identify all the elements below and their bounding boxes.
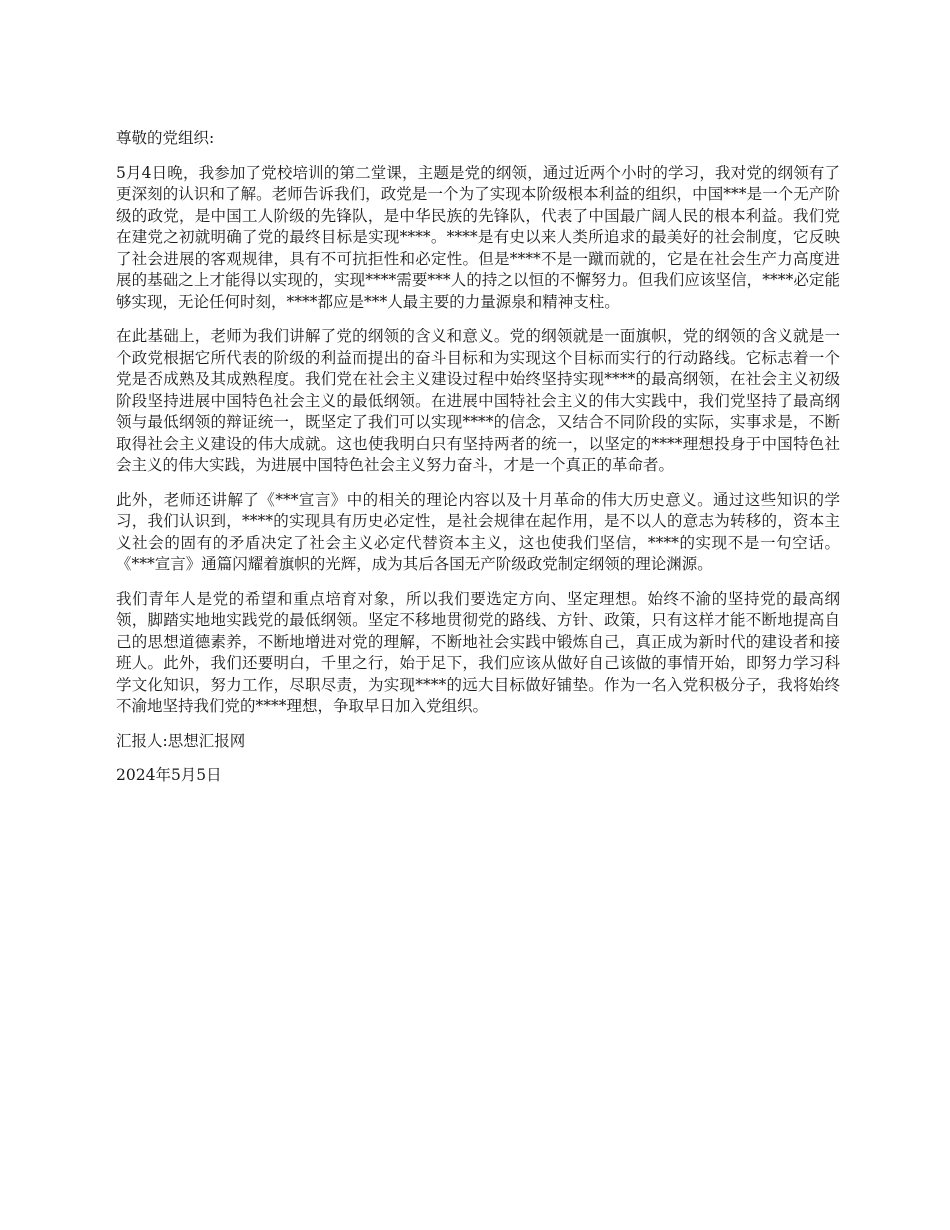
- letter-date: 2024年5月5日: [116, 766, 222, 784]
- paragraph-1: 5月4日晚，我参加了党校培训的第二堂课，主题是党的纲领，通过近两个小时的学习，我对党的纲领有了更深刻的认识和了解。老师告诉我们，政党是一个为了实现本阶级根本利益的组织，中国***是一个无产阶级的政党，是中国工人阶级的先锋队，是中华民族的先锋队，代表了中国最广阔人民的根本利益。我们党在建党之初就明确了党的最终目标是实现****。****是有史以来人类所追求的最美好的社会制度，它反映了社会进展的客观规律，具有不可抗拒性和必定性。但是****不是一蹴而就的，它是在社会生产力高度进展的基础之上才能得以实现的，实现****需要***人的持之以恒的不懈努力。但我们应该坚信，****必定能够实现，无论任何时刻，****都应是***人最主要的力量源泉和精神支柱。: [116, 163, 840, 311]
- paragraph-2: 在此基础上，老师为我们讲解了党的纲领的含义和意义。党的纲领就是一面旗帜，党的纲领的含义就是一个政党根据它所代表的阶级的利益而提出的奋斗目标和为实现这个目标而实行的行动路线。它标志着一个党是否成熟及其成熟程度。我们党在社会主义建设过程中始终坚持实现****的最高纲领，在社会主义初级阶段坚持进展中国特色社会主义的最低纲领。在进展中国特社会主义的伟大实践中，我们党坚持了最高纲领与最低纲领的辩证统一，既坚定了我们可以实现****的信念，又结合不同阶段的实际，实事求是，不断取得社会主义建设的伟大成就。这也使我明白只有坚持两者的统一，以坚定的****理想投身于中国特色社会主义的伟大实践，为进展中国特色社会主义努力奋斗，才是一个真正的革命者。: [116, 327, 840, 474]
- salutation: 尊敬的党组织:: [116, 129, 215, 147]
- paragraph-3: 此外，老师还讲解了《***宣言》中的相关的理论内容以及十月革命的伟大历史意义。通过这些知识的学习，我们认识到，****的实现具有历史必定性，是社会规律在起作用，是不以人的意志为转移的，资本主义社会的固有的矛盾决定了社会主义必定代替资本主义，这也使我们坚信，****的实现不是一句空话。《***宣言》通篇闪耀着旗帜的光辉，成为其后各国无产阶级政党制定纲领的理论渊源。: [116, 490, 840, 573]
- reporter-signature: 汇报人:思想汇报网: [116, 731, 246, 750]
- paragraph-4: 我们青年人是党的希望和重点培育对象，所以我们要选定方向、坚定理想。始终不渝的坚持党的最高纲领，脚踏实地地实践党的最低纲领。坚定不移地贯彻党的路线、方针、政策，只有这样才能不断地提高自己的思想道德素养，不断地增进对党的理解，不断地社会实践中锻炼自己，真正成为新时代的建设者和接班人。此外，我们还要明白，千里之行，始于足下，我们应该从做好自己该做的事情开始，即努力学习科学文化知识，努力工作，尽职尽责，为实现****的远大目标做好铺垫。作为一名入党积极分子，我将始终不渝地坚持我们党的****理想，争取早日加入党组织。: [116, 589, 840, 715]
- letter-document: [116, 128, 840, 800]
